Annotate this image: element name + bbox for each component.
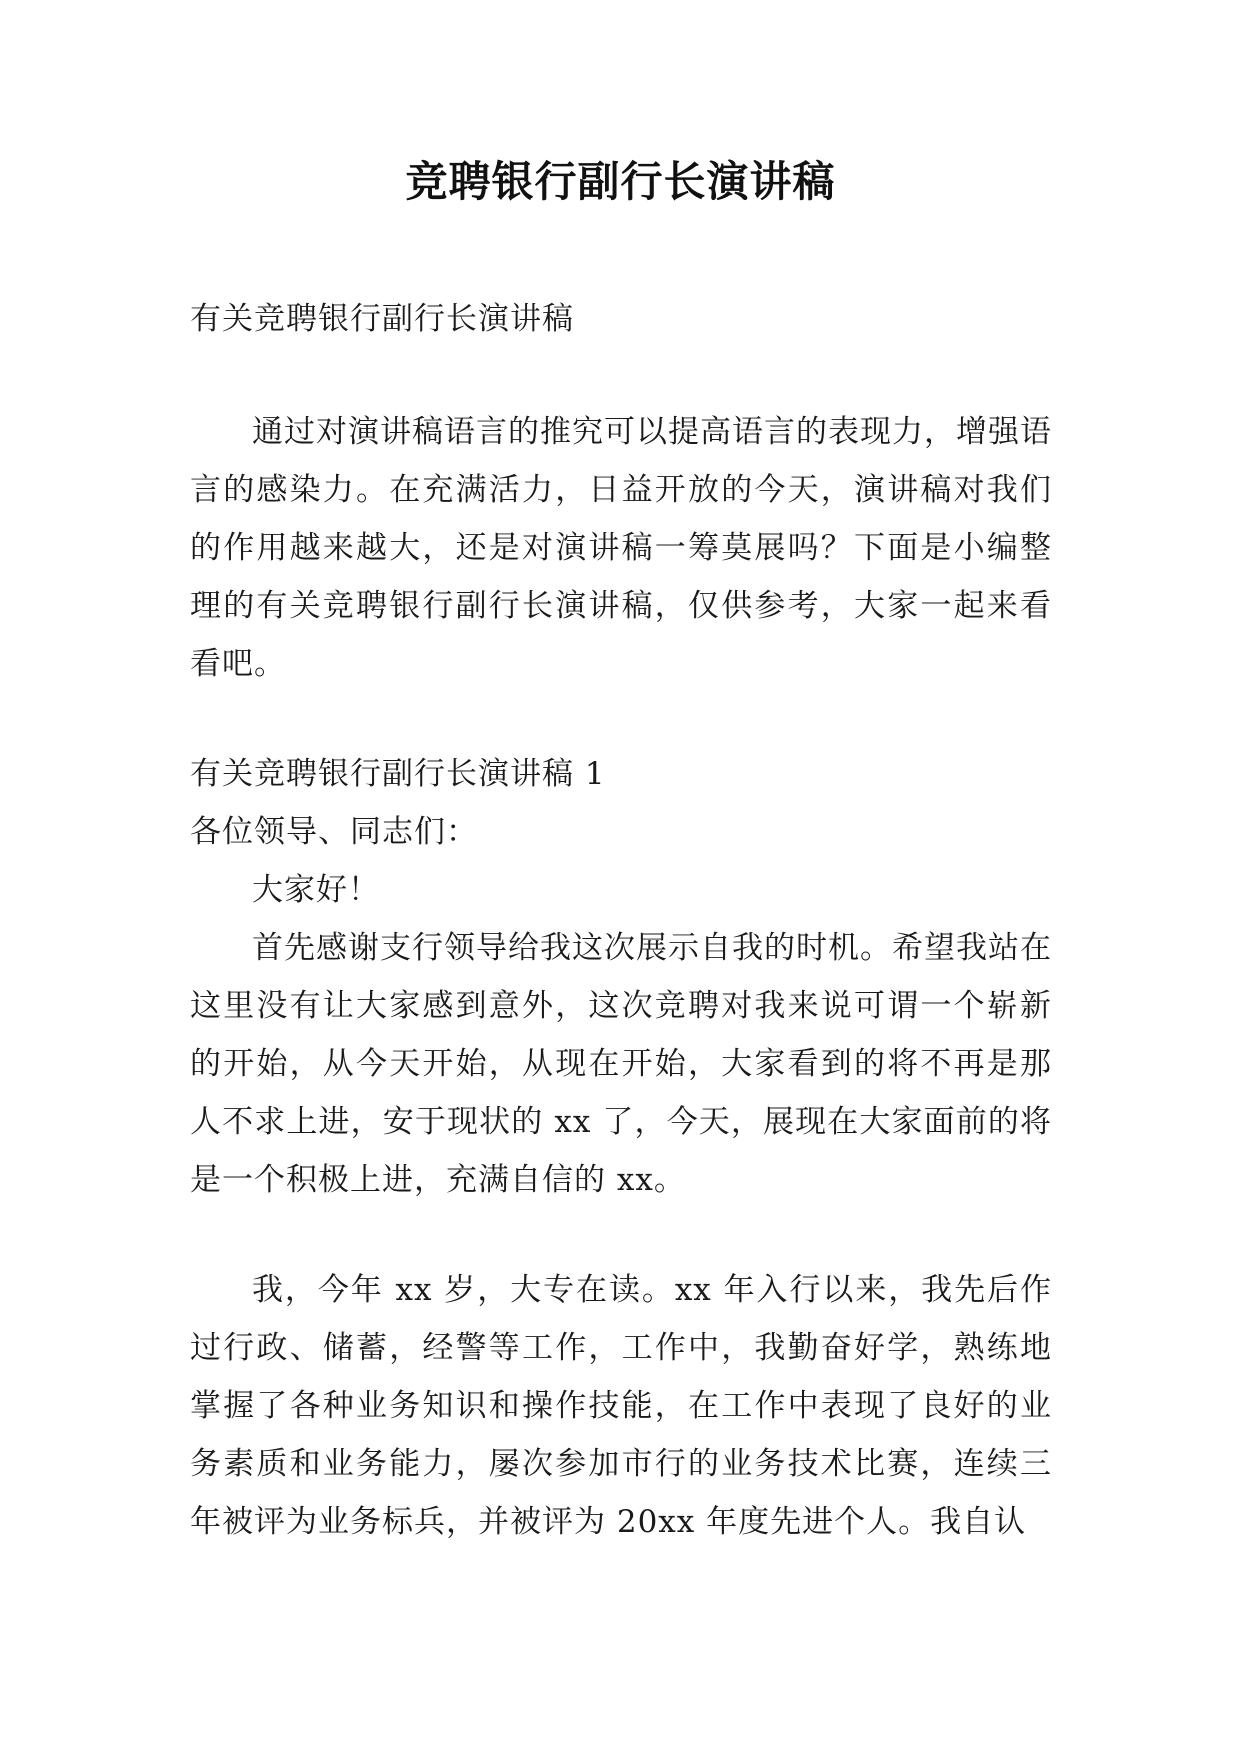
body-paragraph-2: 我，今年 xx 岁，大专在读。xx 年入行以来，我先后作过行政、储蓄，经警等工作，工作中，我勤奋好学，熟练地掌握了各种业务知识和操作技能，在工作中表现了良好的业务素质和业务能力，屡次参加市行的业务技术比赛，连续三年被评为业务标兵，并被评为 20xx 年度先进个人。我自认	[190, 1272, 1052, 1540]
section-heading: 有关竞聘银行副行长演讲稿 1	[190, 756, 606, 792]
document-body	[190, 290, 1052, 1551]
document-title: 竞聘银行副行长演讲稿	[405, 157, 836, 206]
document-subtitle: 有关竞聘银行副行长演讲稿	[190, 301, 574, 337]
greeting: 大家好！	[252, 872, 380, 908]
salutation: 各位领导、同志们：	[190, 814, 478, 850]
body-paragraph-1: 首先感谢支行领导给我这次展示自我的时机。希望我站在这里没有让大家感到意外，这次竞聘对我来说可谓一个崭新的开始，从今天开始，从现在开始，大家看到的将不再是那人不求上进，安于现状的 xx 了，今天，展现在大家面前的将是一个积极上进，充满自信的 xx。	[190, 930, 1052, 1198]
intro-paragraph: 通过对演讲稿语言的推究可以提高语言的表现力，增强语言的感染力。在充满活力，日益开放的今天，演讲稿对我们的作用越来越大，还是对演讲稿一筹莫展吗？下面是小编整理的有关竞聘银行副行长演讲稿，仅供参考，大家一起来看看吧。	[190, 414, 1052, 682]
